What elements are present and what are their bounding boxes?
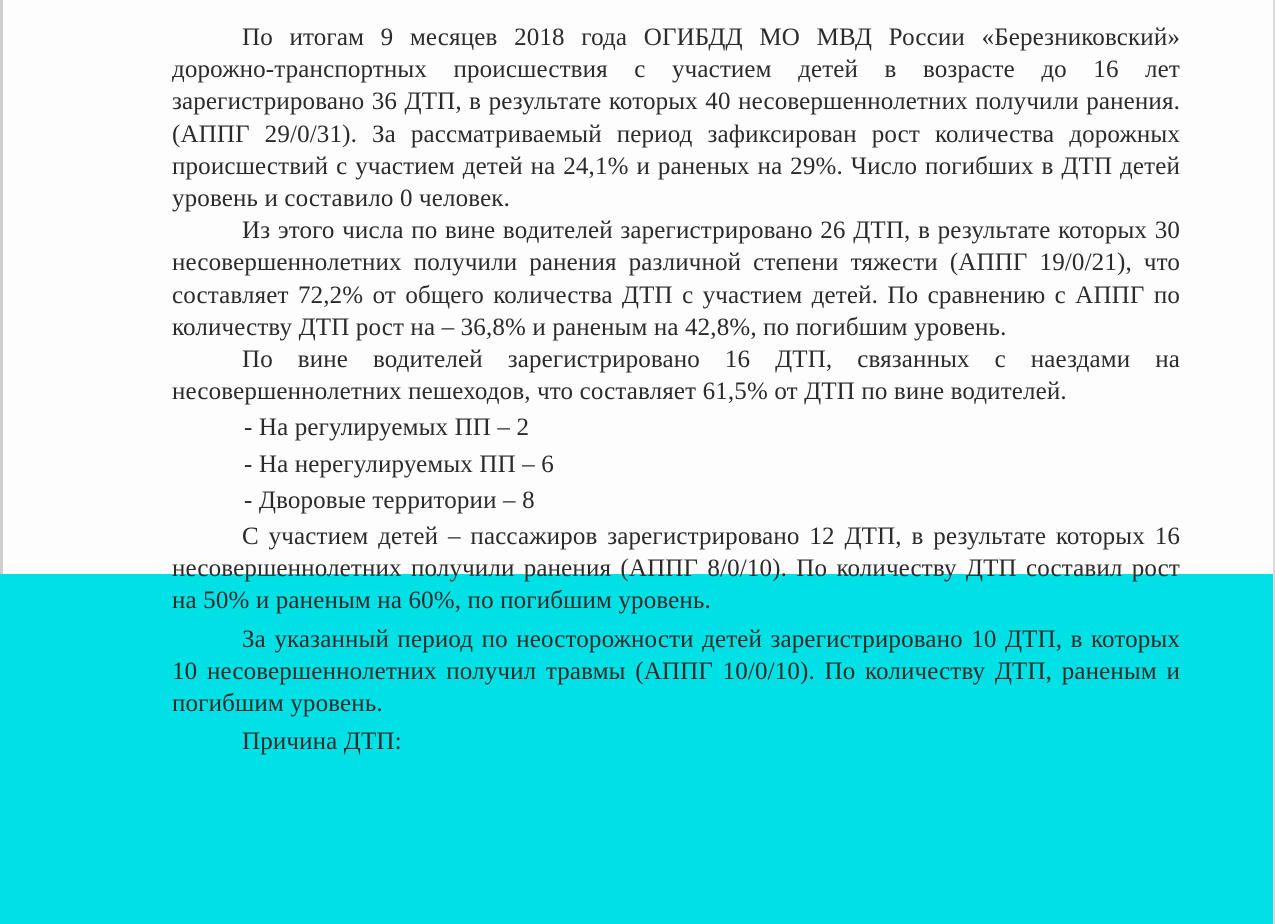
paragraph-summary: По итогам 9 месяцев 2018 года ОГИБДД МО МВД России «Березниковский» дорожно-транспортных происшествия с участием детей в возрасте до 16 лет зарегистрировано 36 ДТП, в результате которых 40 несовершеннолетних получили ранения. (АППГ 29/0/31). За рассматриваемый период зафиксирован рост количества дорожных происшествий с участием детей на 24,1% и раненых на 29%. Число погибших в ДТП детей уровень и составило 0 человек. — [172, 24, 1180, 213]
paragraph-driver-fault: Из этого числа по вине водителей зарегистрировано 26 ДТП, в результате которых 30 несовершеннолетних получили ранения различной степени тяжести (АППГ 19/0/21), что составляет 72,2% от общего количества ДТП с участием детей. По сравнению с АППГ по количеству ДТП рост на – 36,8% и раненым на 42,8%, по погибшим уровень. — [172, 217, 1180, 341]
paragraph-child-carelessness: За указанный период по неосторожности детей зарегистрировано 10 ДТП, в которых 10 несовершеннолетних получил травмы (АППГ 10/0/10). По количеству ДТП, раненым и погибшим уровень. — [172, 625, 1180, 718]
paragraph-pedestrian-collisions: По вине водителей зарегистрировано 16 ДТП, связанных с наездами на несовершеннолетних пешеходов, что составляет 61,5% от ДТП по вине водителей. — [172, 346, 1180, 406]
closing-label-cause: Причина ДТП: — [242, 728, 402, 756]
document-text — [172, 22, 1180, 758]
list-item-unregulated-crossings: - На нерегулируемых ПП – 6 — [244, 450, 554, 478]
scan-left-edge — [0, 0, 3, 574]
list-item-yard-areas: - Дворовые территории – 8 — [244, 486, 535, 514]
paragraph-child-passengers: С участием детей – пассажиров зарегистрировано 12 ДТП, в результате которых 16 несовершеннолетних получили ранения (АППГ 8/0/10). По количеству ДТП составил рост на 50% и раненым на 60%, по погибшим уровень. — [172, 523, 1180, 615]
location-list — [172, 412, 1180, 517]
list-item-regulated-crossings: - На регулируемых ПП – 2 — [244, 414, 530, 442]
